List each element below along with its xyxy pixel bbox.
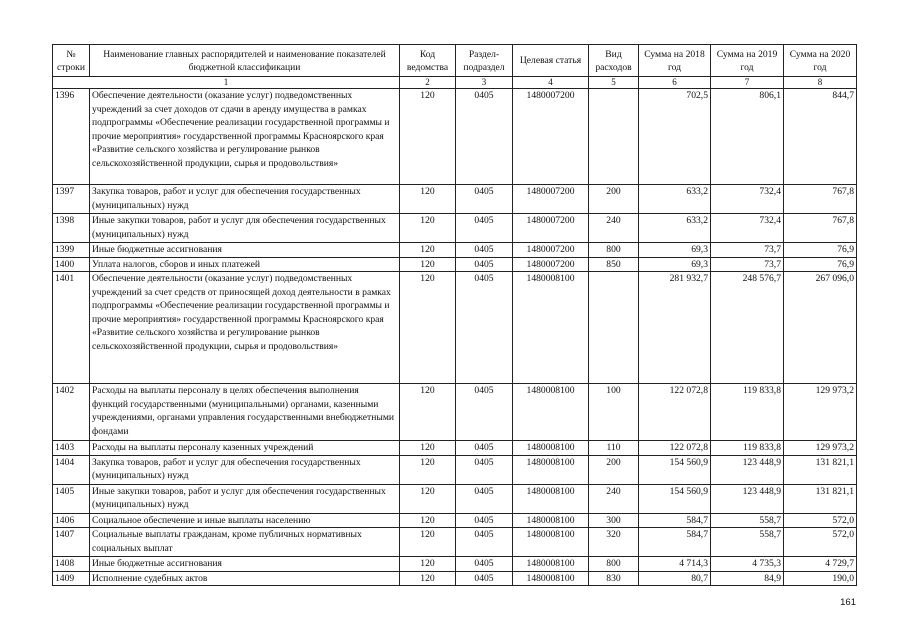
cell-sum-2018: 122 072,8 (639, 384, 711, 441)
cell-expense-type: 200 (589, 455, 639, 484)
cell-sum-2020: 844,7 (784, 89, 857, 185)
cell-row-number: 1401 (53, 272, 90, 384)
cell-sum-2018: 154 560,9 (639, 484, 711, 513)
table-row (53, 185, 857, 214)
table-header-row (53, 45, 857, 77)
cell-sum-2020: 767,8 (784, 214, 857, 243)
cell-sum-2018: 4 714,3 (639, 557, 711, 572)
cell-section: 0405 (456, 243, 513, 258)
cell-sum-2020: 131 821,1 (784, 484, 857, 513)
cell-sum-2019: 73,7 (711, 257, 784, 272)
cell-section: 0405 (456, 441, 513, 456)
cell-expense-type (589, 89, 639, 185)
column-number: 7 (711, 77, 784, 89)
budget-table (52, 44, 857, 586)
page-number: 161 (840, 597, 856, 608)
cell-name: Закупка товаров, работ и услуг для обеспечения государственных (муниципальных) нужд (90, 185, 400, 214)
cell-sum-2020: 267 096,0 (784, 272, 857, 384)
table-row (53, 571, 857, 586)
column-number: 2 (400, 77, 456, 89)
cell-sum-2019: 119 833,8 (711, 441, 784, 456)
cell-department-code: 120 (400, 513, 456, 528)
cell-row-number: 1402 (53, 384, 90, 441)
cell-name: Расходы на выплаты персоналу казенных учреждений (90, 441, 400, 456)
cell-name: Обеспечение деятельности (оказание услуг) подведомственных учреждений за счет доходов от сдачи в аренду имущества в рамках подпрограммы «Обеспечение реализации государственной программы и прочие мероприятия» государственной программы Красноярского края «Развитие сельского хозяйства и регулирование рынков сельскохозяйственной продукции, сырья и продовольствия» (90, 89, 400, 185)
cell-name: Обеспечение деятельности (оказание услуг) подведомственных учреждений за счет средств от приносящей доход деятельности в рамках подпрограммы «Обеспечение реализации государственной программы и прочие мероприятия» государственной программы Красноярского края «Развитие сельского хозяйства и регулирование рынков сельскохозяйственной продукции, сырья и продовольствия» (90, 272, 400, 384)
cell-sum-2019: 123 448,9 (711, 484, 784, 513)
cell-expense-type: 320 (589, 528, 639, 557)
cell-target-article: 1480008100 (513, 384, 589, 441)
cell-department-code: 120 (400, 214, 456, 243)
header-department-code: Код ведомства (400, 45, 456, 77)
cell-row-number: 1406 (53, 513, 90, 528)
cell-sum-2020: 76,9 (784, 243, 857, 258)
cell-expense-type: 240 (589, 214, 639, 243)
cell-sum-2018: 281 932,7 (639, 272, 711, 384)
cell-section: 0405 (456, 89, 513, 185)
cell-target-article: 1480008100 (513, 272, 589, 384)
cell-sum-2018: 633,2 (639, 214, 711, 243)
cell-section: 0405 (456, 571, 513, 586)
cell-expense-type: 850 (589, 257, 639, 272)
cell-sum-2019: 558,7 (711, 513, 784, 528)
cell-row-number: 1397 (53, 185, 90, 214)
cell-department-code: 120 (400, 528, 456, 557)
cell-name: Закупка товаров, работ и услуг для обеспечения государственных (муниципальных) нужд (90, 455, 400, 484)
cell-department-code: 120 (400, 185, 456, 214)
table-row (53, 513, 857, 528)
cell-target-article: 1480008100 (513, 441, 589, 456)
header-name: Наименование главных распорядителей и наименование показателей бюджетной классификации (90, 45, 400, 77)
cell-department-code: 120 (400, 484, 456, 513)
cell-row-number: 1404 (53, 455, 90, 484)
cell-name: Социальное обеспечение и иные выплаты населению (90, 513, 400, 528)
cell-department-code: 120 (400, 441, 456, 456)
cell-department-code: 120 (400, 557, 456, 572)
cell-target-article: 1480007200 (513, 243, 589, 258)
cell-sum-2020: 4 729,7 (784, 557, 857, 572)
cell-sum-2019: 248 576,7 (711, 272, 784, 384)
cell-section: 0405 (456, 257, 513, 272)
table-row (53, 214, 857, 243)
cell-sum-2019: 84,9 (711, 571, 784, 586)
cell-sum-2019: 558,7 (711, 528, 784, 557)
column-number: 4 (513, 77, 589, 89)
cell-section: 0405 (456, 455, 513, 484)
cell-row-number: 1396 (53, 89, 90, 185)
column-number: 3 (456, 77, 513, 89)
table-row (53, 243, 857, 258)
cell-sum-2018: 154 560,9 (639, 455, 711, 484)
cell-expense-type: 830 (589, 571, 639, 586)
cell-target-article: 1480008100 (513, 557, 589, 572)
cell-sum-2018: 633,2 (639, 185, 711, 214)
cell-sum-2019: 123 448,9 (711, 455, 784, 484)
cell-sum-2019: 4 735,3 (711, 557, 784, 572)
cell-sum-2019: 732,4 (711, 185, 784, 214)
cell-expense-type: 100 (589, 384, 639, 441)
cell-expense-type (589, 272, 639, 384)
cell-name: Расходы на выплаты персоналу в целях обеспечения выполнения функций государственными (муниципальными) органами, казенными учреждениями, органами управления государственными внебюджетными фондами (90, 384, 400, 441)
cell-section: 0405 (456, 214, 513, 243)
cell-sum-2020: 190,0 (784, 571, 857, 586)
column-number: 8 (784, 77, 857, 89)
cell-department-code: 120 (400, 243, 456, 258)
cell-sum-2019: 806,1 (711, 89, 784, 185)
cell-expense-type: 200 (589, 185, 639, 214)
cell-department-code: 120 (400, 272, 456, 384)
table-row (53, 484, 857, 513)
cell-sum-2018: 584,7 (639, 513, 711, 528)
header-sum-2018: Сумма на 2018 год (639, 45, 711, 77)
cell-sum-2020: 129 973,2 (784, 384, 857, 441)
cell-target-article: 1480008100 (513, 571, 589, 586)
cell-sum-2020: 129 973,2 (784, 441, 857, 456)
cell-sum-2018: 584,7 (639, 528, 711, 557)
cell-row-number: 1403 (53, 441, 90, 456)
cell-sum-2018: 69,3 (639, 257, 711, 272)
cell-row-number: 1407 (53, 528, 90, 557)
cell-row-number: 1408 (53, 557, 90, 572)
cell-target-article: 1480007200 (513, 185, 589, 214)
cell-row-number: 1409 (53, 571, 90, 586)
table-row (53, 384, 857, 441)
cell-section: 0405 (456, 272, 513, 384)
cell-expense-type: 800 (589, 557, 639, 572)
header-target-article: Целевая статья (513, 45, 589, 77)
cell-section: 0405 (456, 484, 513, 513)
header-section: Раздел-подраздел (456, 45, 513, 77)
cell-sum-2020: 572,0 (784, 513, 857, 528)
table-row (53, 272, 857, 384)
cell-row-number: 1398 (53, 214, 90, 243)
cell-sum-2018: 69,3 (639, 243, 711, 258)
table-row (53, 455, 857, 484)
column-number: 1 (53, 77, 400, 89)
cell-target-article: 1480008100 (513, 455, 589, 484)
cell-sum-2018: 80,7 (639, 571, 711, 586)
cell-sum-2019: 732,4 (711, 214, 784, 243)
header-sum-2019: Сумма на 2019 год (711, 45, 784, 77)
cell-sum-2018: 702,5 (639, 89, 711, 185)
cell-department-code: 120 (400, 257, 456, 272)
table-row (53, 89, 857, 185)
cell-name: Уплата налогов, сборов и иных платежей (90, 257, 400, 272)
cell-row-number: 1400 (53, 257, 90, 272)
column-number-row (53, 77, 857, 89)
cell-sum-2020: 76,9 (784, 257, 857, 272)
cell-row-number: 1399 (53, 243, 90, 258)
cell-name: Иные бюджетные ассигнования (90, 243, 400, 258)
cell-section: 0405 (456, 185, 513, 214)
column-number: 6 (639, 77, 711, 89)
cell-target-article: 1480007200 (513, 214, 589, 243)
cell-expense-type: 800 (589, 243, 639, 258)
cell-section: 0405 (456, 557, 513, 572)
cell-target-article: 1480008100 (513, 528, 589, 557)
cell-department-code: 120 (400, 455, 456, 484)
cell-expense-type: 110 (589, 441, 639, 456)
cell-department-code: 120 (400, 571, 456, 586)
cell-expense-type: 300 (589, 513, 639, 528)
table-row (53, 441, 857, 456)
cell-section: 0405 (456, 513, 513, 528)
column-number: 5 (589, 77, 639, 89)
header-sum-2020: Сумма на 2020 год (784, 45, 857, 77)
cell-target-article: 1480007200 (513, 89, 589, 185)
cell-section: 0405 (456, 528, 513, 557)
cell-department-code: 120 (400, 384, 456, 441)
cell-sum-2019: 119 833,8 (711, 384, 784, 441)
cell-name: Исполнение судебных актов (90, 571, 400, 586)
header-expense-type: Вид расходов (589, 45, 639, 77)
cell-sum-2020: 131 821,1 (784, 455, 857, 484)
cell-target-article: 1480008100 (513, 484, 589, 513)
cell-target-article: 1480008100 (513, 513, 589, 528)
table-row (53, 557, 857, 572)
cell-sum-2020: 767,8 (784, 185, 857, 214)
cell-name: Иные бюджетные ассигнования (90, 557, 400, 572)
cell-name: Социальные выплаты гражданам, кроме публичных нормативных социальных выплат (90, 528, 400, 557)
cell-name: Иные закупки товаров, работ и услуг для обеспечения государственных (муниципальных) нужд (90, 214, 400, 243)
cell-sum-2018: 122 072,8 (639, 441, 711, 456)
header-row-number: № строки (53, 45, 90, 77)
cell-section: 0405 (456, 384, 513, 441)
cell-target-article: 1480007200 (513, 257, 589, 272)
cell-expense-type: 240 (589, 484, 639, 513)
cell-sum-2019: 73,7 (711, 243, 784, 258)
cell-name: Иные закупки товаров, работ и услуг для обеспечения государственных (муниципальных) нужд (90, 484, 400, 513)
table-row (53, 528, 857, 557)
cell-department-code: 120 (400, 89, 456, 185)
table-row (53, 257, 857, 272)
cell-row-number: 1405 (53, 484, 90, 513)
cell-sum-2020: 572,0 (784, 528, 857, 557)
